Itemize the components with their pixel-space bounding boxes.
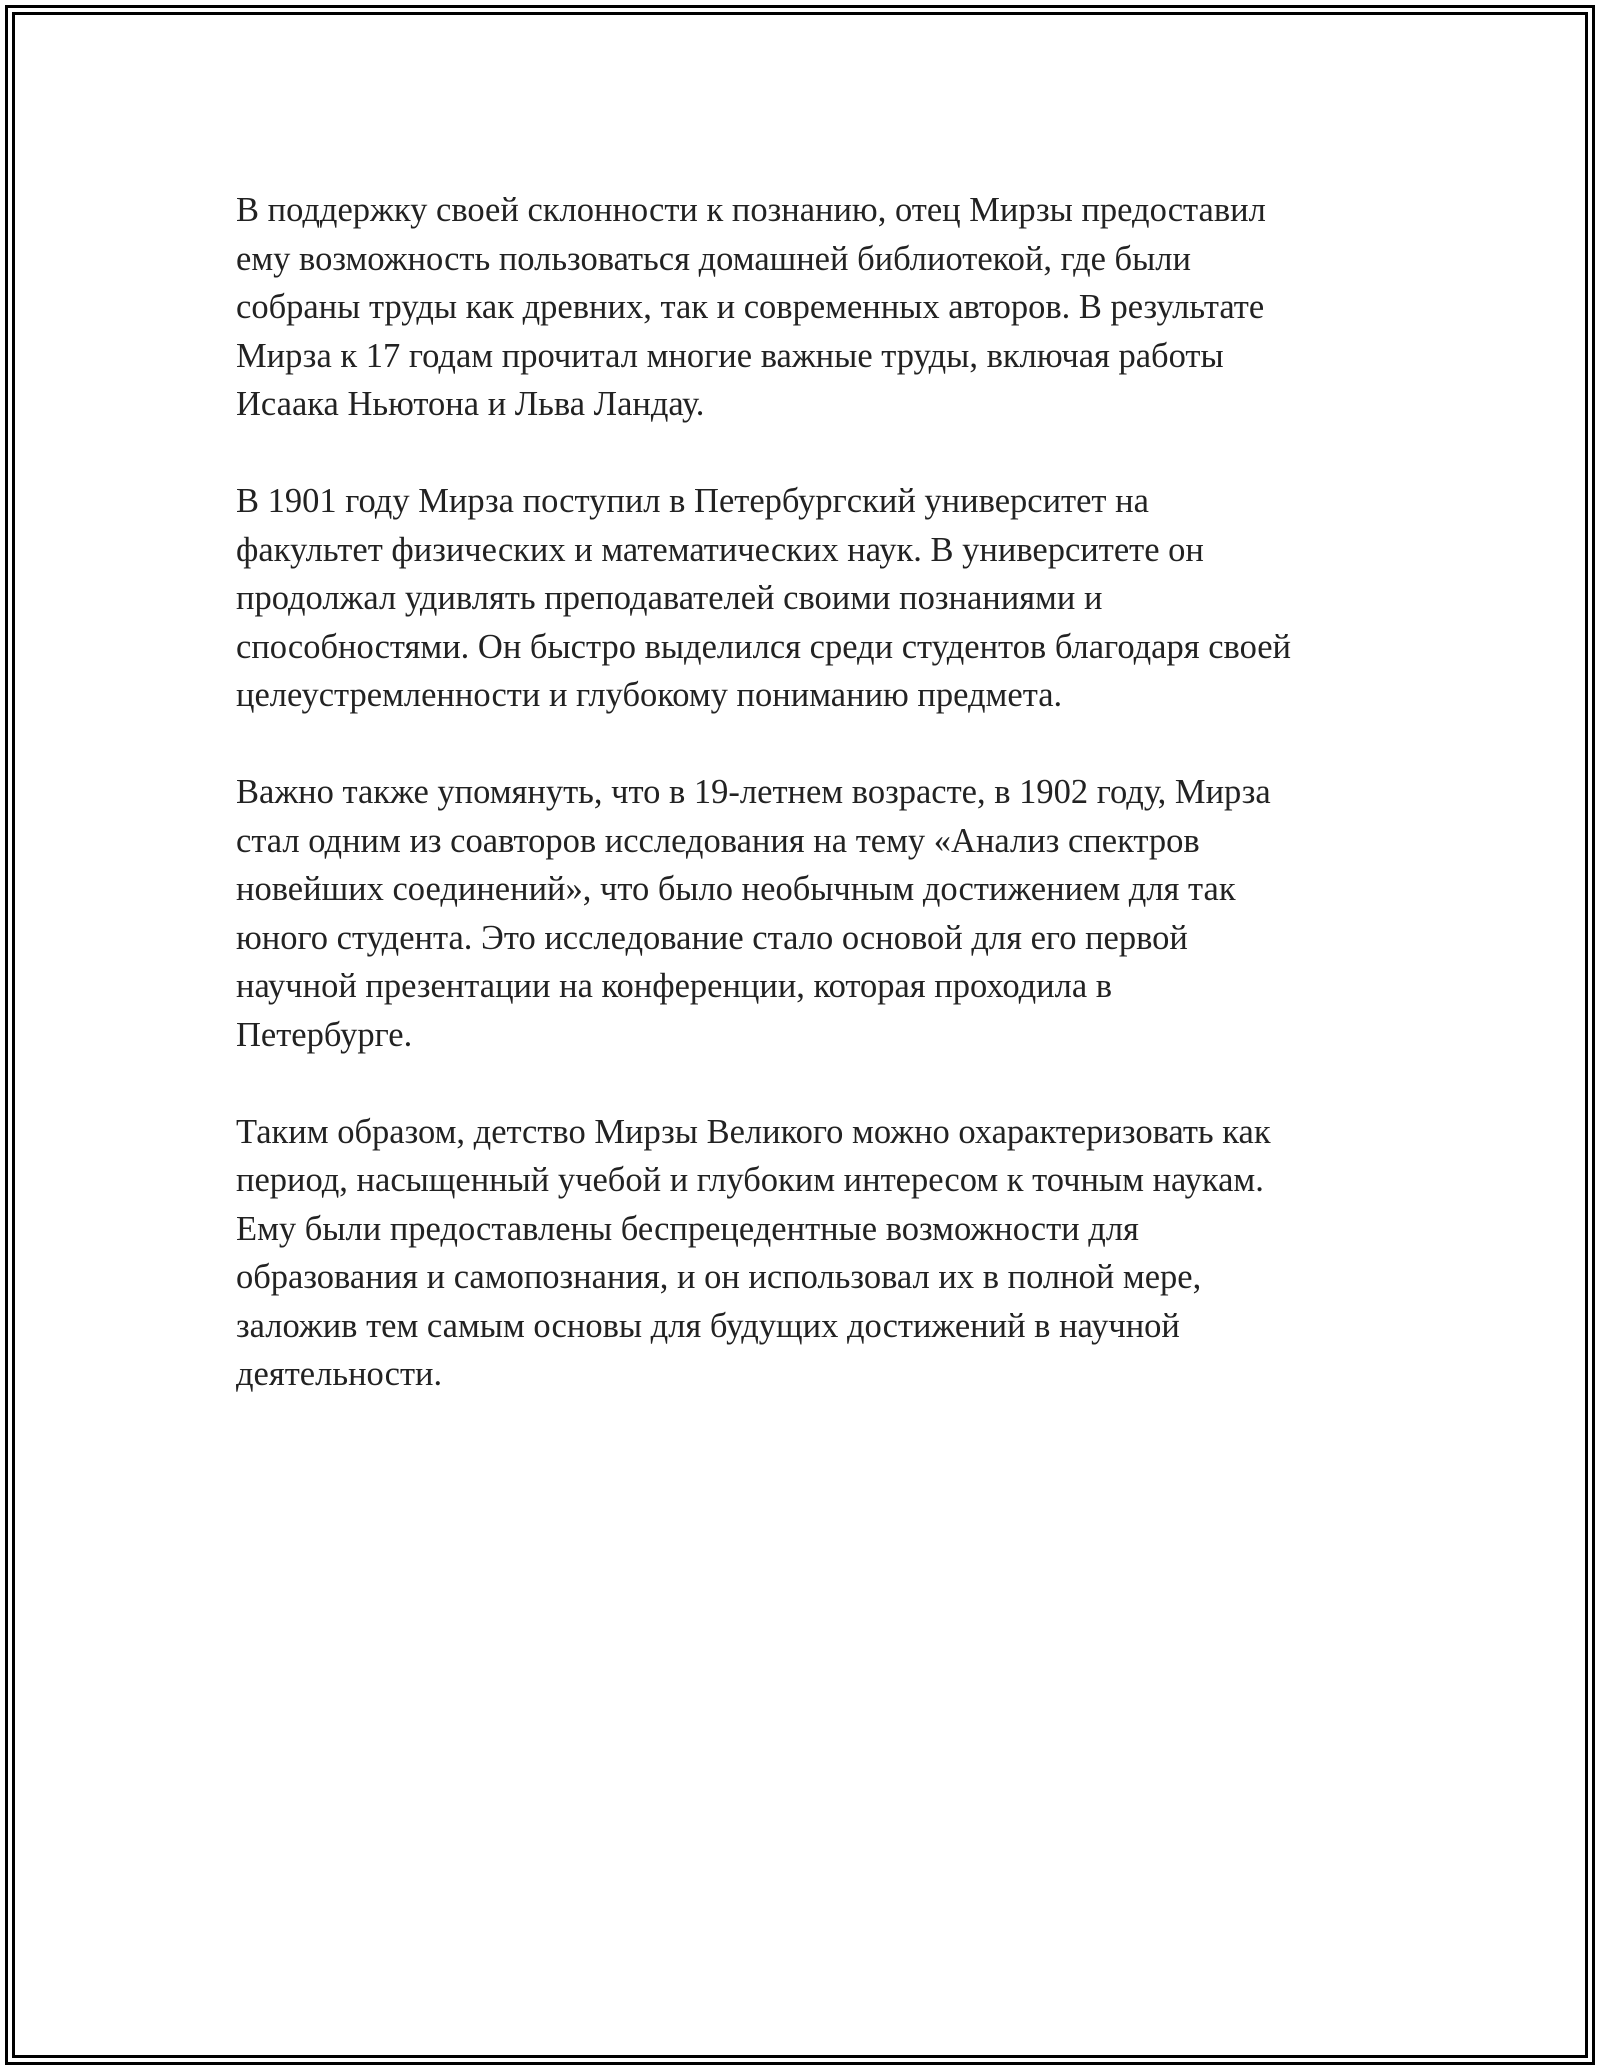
paragraph: Важно также упомянуть, что в 19-летнем возрасте, в 1902 году, Мирза стал одним из соавторов исследования на тему «Анализ спектров новейших соединений», что было необычным достижением для так юного студента. Это исследование стало основой для его первой научной презентации на конференции, которая проходила в Петербурге. (236, 773, 1271, 1054)
document-body (236, 186, 1396, 1447)
paragraph: В 1901 году Мирза поступил в Петербургский университет на факультет физических и математических наук. В университете он продолжал удивлять преподавателей своими познаниями и способностями. Он быстро выделился среди студентов благодаря своей целеустремленности и глубокому пониманию предмета. (236, 482, 1292, 714)
paragraph: Таким образом, детство Мирзы Великого можно охарактеризовать как период, насыщенный учебой и глубоким интересом к точным наукам. Ему были предоставлены беспрецедентные возможности для образования и самопознания, и он использовал их в полной мере, заложив тем самым основы для будущих достижений в научной деятельности. (236, 1112, 1271, 1393)
paragraph: В поддержку своей склонности к познанию, отец Мирзы предоставил ему возможность пользоваться домашней библиотекой, где были собраны труды как древних, так и современных авторов. В результате Мирза к 17 годам прочитал многие важные труды, включая работы Исаака Ньютона и Льва Ландау. (236, 191, 1266, 423)
